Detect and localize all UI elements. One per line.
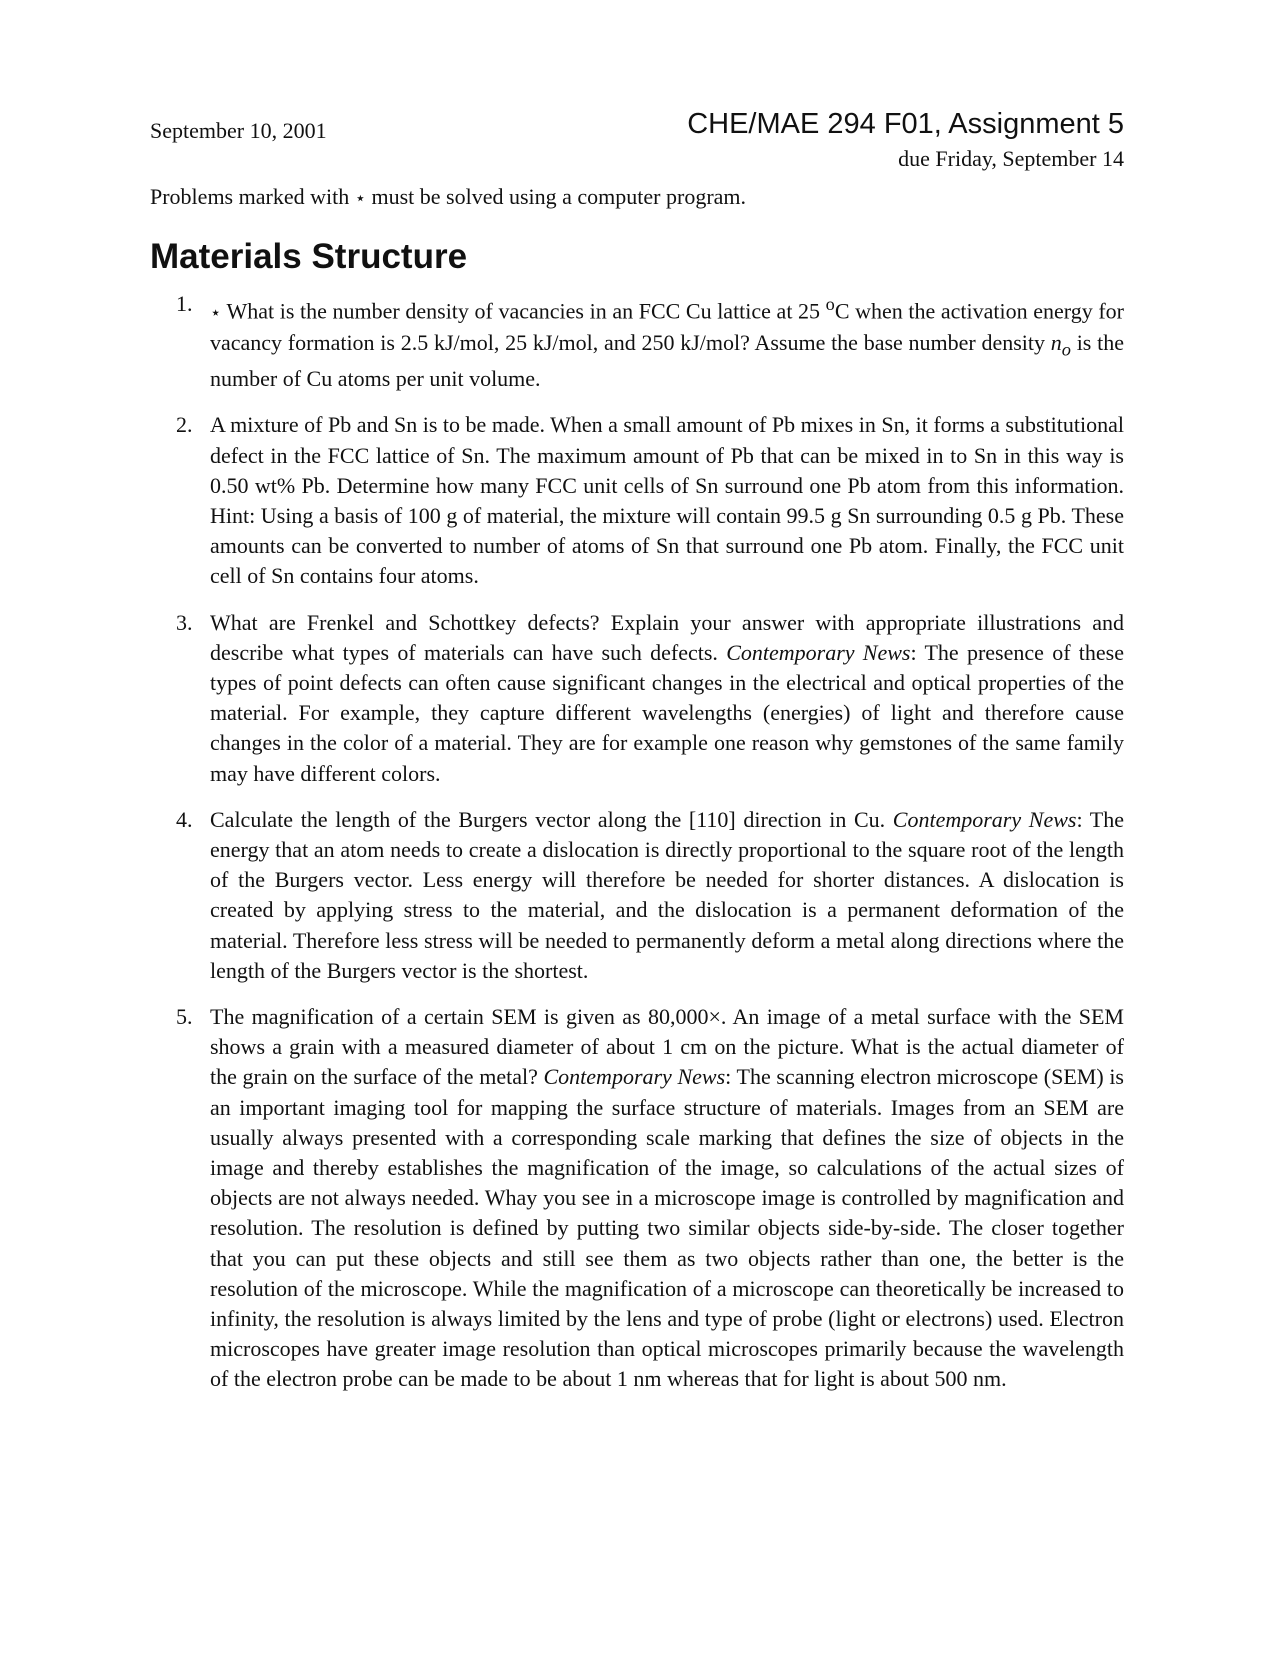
problem-4 — [150, 805, 1124, 986]
degree-symbol: o — [825, 294, 835, 314]
problem-3 — [150, 608, 1124, 789]
problem-1 — [150, 289, 1124, 394]
problem-text: is the number of Cu atoms per unit volume. — [210, 329, 1124, 392]
course-assignment-title: CHE/MAE 294 F01, Assignment 5 — [687, 108, 1124, 140]
due-date: due Friday, September 14 — [898, 146, 1124, 171]
assignment-date: September 10, 2001 — [150, 118, 327, 143]
problem-number: 1. — [176, 291, 193, 316]
number-density-symbol: n — [1050, 329, 1062, 355]
problem-text: : The energy that an atom needs to create a dislocation is directly proportional to the square root of the length of the Burgers vector. Less energy will therefore be needed for shorter distances. A dislocation is created by applying stress to the material, and the dislocation is a permanent deformation of the material. Therefore less stress will be needed to permanently deform a metal along directions where the length of the Burgers vector is the shortest. — [210, 806, 1125, 983]
star-icon: ⋆ — [210, 302, 222, 323]
problem-text: What is the number density of vacancies in an FCC Cu lattice at 25 — [221, 298, 826, 324]
problem-text: : The scanning electron microscope (SEM) is an important imaging tool for mapping the surface structure of materials. Images from an SEM are usually always presented with a corresponding scale marking that defines the size of objects in the image and thereby establishes the magnification of the image, so calculations of the actual sizes of objects are not always needed. Whay you see in a microscope image is controlled by magnification and resolution. The resolution is defined by putting two similar objects side-by-side. The closer together that you can put these objects and still see them as two objects rather than one, the better is the resolution of the microscope. While the magnification of a microscope can theoretically be increased to infinity, the resolution is always limited by the lens and type of probe (light or electrons) used. Electron microscopes have greater image resolution than optical microscopes primarily because the wavelength of the electron probe can be made to be about 1 nm whereas that for light is about 500 nm. — [210, 1064, 1124, 1392]
problem-number: 2. — [176, 412, 193, 438]
computer-program-note — [150, 182, 1124, 213]
problem-2 — [150, 410, 1124, 591]
problem-text: A mixture of Pb and Sn is to be made. When a small amount of Pb mixes in Sn, it forms a substitutional defect in the FCC lattice of Sn. The maximum amount of Pb that can be mixed in to Sn in this way is 0.50 wt% Pb. Determine how many FCC unit cells of Sn surround one Pb atom from this information. Hint: Using a basis of 100 g of material, the mixture will contain 99.5 g Sn surrounding 0.5 g Pb. These amounts can be converted to number of atoms of Sn that surround one Pb atom. Finally, the FCC unit cell of Sn contains four atoms. — [210, 412, 1124, 589]
problem-text: : The presence of these types of point defects can often cause significant changes in the electrical and optical properties of the material. For example, they capture different wavelengths (energies) of light and therefore cause changes in the color of a material. They are for example one reason why gemstones of the same family may have different colors. — [210, 639, 1125, 786]
problem-text: The magnification of a certain SEM is given as 80,000×. An image of a metal surface with the SEM shows a grain with a measured diameter of about 1 cm on the picture. What is the actual diameter of the grain on the surface of the metal? — [210, 1003, 1124, 1090]
star-icon: ⋆ — [354, 188, 366, 208]
problem-list — [150, 289, 1124, 1395]
problem-text: What are Frenkel and Schottkey defects? Explain your answer with appropriate illustrations and describe what types of materials can have such defects. — [210, 609, 1124, 665]
number-density-subscript: o — [1061, 338, 1071, 359]
problem-5 — [150, 1002, 1124, 1395]
document-page — [150, 108, 1124, 1411]
problem-number: 3. — [176, 609, 193, 635]
problem-number: 5. — [176, 1003, 193, 1029]
note-text-before: Problems marked with — [150, 184, 355, 209]
problem-text: Calculate the length of the Burgers vector along the [110] direction in Cu. — [210, 806, 893, 832]
contemporary-news-label: Contemporary News — [726, 639, 911, 665]
contemporary-news-label: Contemporary News — [892, 806, 1077, 832]
note-text-after: must be solved using a computer program. — [365, 184, 747, 209]
page-header — [150, 108, 1124, 182]
contemporary-news-label: Contemporary News — [543, 1064, 726, 1090]
problem-text: C when the activation energy for vacancy formation is 2.5 kJ/mol, 25 kJ/mol, and 250 kJ/mol? Assume the base number density — [210, 298, 1124, 355]
section-title: Materials Structure — [150, 237, 468, 276]
problem-number: 4. — [176, 806, 193, 832]
